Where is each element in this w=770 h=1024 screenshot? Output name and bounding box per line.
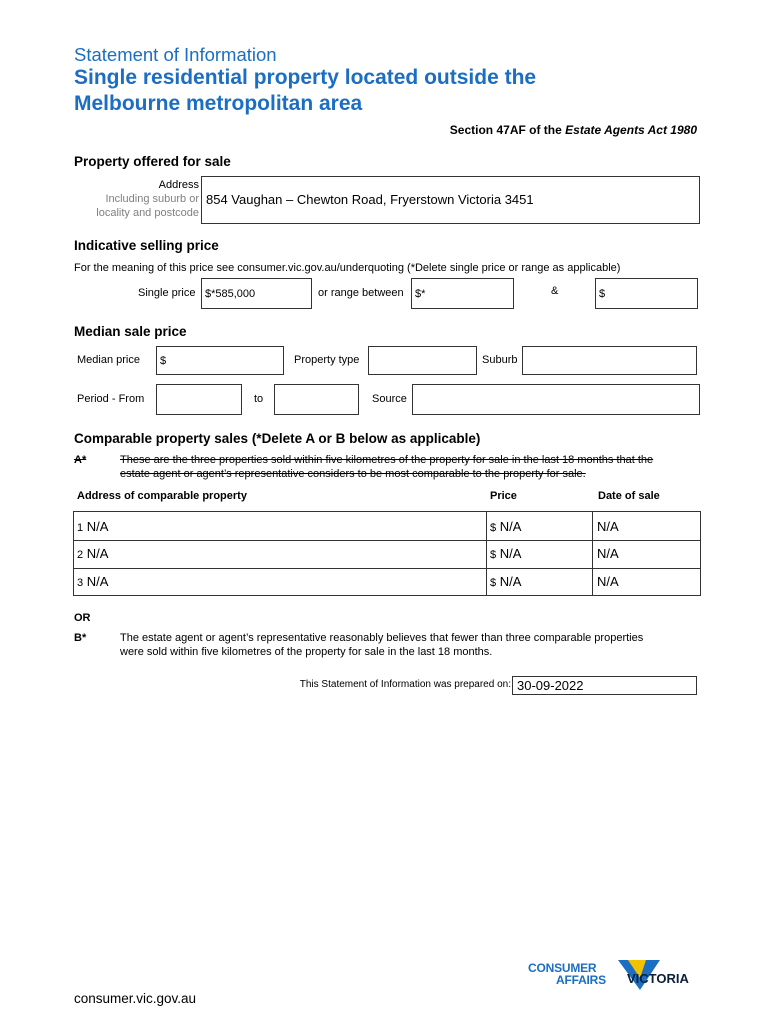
indicative-note: For the meaning of this price see consumer.vic.gov.au/underquoting (*Delete single price or range as applicable) [74,262,621,274]
single-price-label: Single price [138,287,196,299]
range-ampersand: & [551,285,559,297]
section-reference-act: Estate Agents Act 1980 [565,123,697,137]
suburb-label: Suburb [482,354,518,366]
address-value: 854 Vaughan – Chewton Road, Fryerstown Victoria 3451 [206,192,534,207]
range-from-field[interactable] [411,278,514,309]
comparable-table [73,511,701,596]
logo-line1: CONSUMER [528,961,597,975]
row-date[interactable]: N/A [597,519,619,534]
logo-line2: AFFAIRS [556,973,606,987]
period-to-label: to [254,393,264,405]
table-row [74,540,700,568]
section-reference-prefix: Section 47AF of the [449,123,566,137]
col-address-header: Address of comparable property [77,490,247,502]
range-from-value: $* [415,288,426,300]
row-address[interactable]: 1 N/A [77,519,109,534]
period-from-field[interactable] [156,384,242,415]
period-from-label: Period - From [77,393,145,405]
single-price-field[interactable] [201,278,312,309]
section-reference [450,123,697,137]
property-type-label: Property type [294,354,360,366]
document-title-line1: Single residential property located outside the [74,66,537,89]
range-to-field[interactable] [595,278,698,309]
suburb-field[interactable] [522,346,697,375]
range-to-value: $ [599,288,606,300]
option-a-text-1: These are the three properties sold within five kilometres of the property for sale in the last 18 months that the [120,454,654,466]
address-label: Address [158,179,199,191]
prepared-label: This Statement of Information was prepared on: [299,679,511,690]
property-heading: Property offered for sale [74,154,231,169]
address-field[interactable] [201,176,700,224]
row-price[interactable]: $ N/A [490,546,522,561]
prepared-date-field[interactable] [512,676,697,695]
property-type-field[interactable] [368,346,477,375]
prepared-date-value: 30-09-2022 [517,678,584,693]
median-price-field[interactable] [156,346,284,375]
single-price-value: $*585,000 [205,288,256,300]
range-label: or range between [318,287,404,299]
address-hint-2: locality and postcode [96,207,199,219]
document-subtitle: Statement of Information [74,44,277,65]
table-row [74,512,700,540]
footer-url[interactable]: consumer.vic.gov.au [74,991,197,1006]
source-label: Source [372,393,407,405]
row-address[interactable]: 3 N/A [77,574,109,589]
comparable-heading: Comparable property sales (*Delete A or B below as applicable) [74,431,481,446]
indicative-heading: Indicative selling price [74,238,219,253]
col-price-header: Price [490,490,517,502]
row-date[interactable]: N/A [597,546,619,561]
option-b-text-1: The estate agent or agent’s representative reasonably believes that fewer than three comparable properties [120,632,644,644]
option-b-text-2: were sold within five kilometres of the property for sale in the last 18 months. [120,646,493,658]
option-a-text-2: estate agent or agent’s representative considers to be most comparable to the property for sale. [120,468,586,480]
consumer-affairs-victoria-logo [526,958,706,992]
logo-word: VICTORIA [627,971,689,986]
row-price[interactable]: $ N/A [490,574,522,589]
period-to-field[interactable] [274,384,359,415]
address-hint-1: Including suburb or [105,193,199,205]
source-field[interactable] [412,384,700,415]
median-price-label: Median price [77,354,140,366]
col-date-header: Date of sale [598,490,660,502]
median-price-value: $ [160,355,167,367]
row-price[interactable]: $ N/A [490,519,522,534]
row-address[interactable]: 2 N/A [77,546,109,561]
document-title-line2: Melbourne metropolitan area [74,92,363,115]
or-label: OR [74,612,91,624]
row-date[interactable]: N/A [597,574,619,589]
option-a-label: A* [74,454,87,466]
option-b-label: B* [74,632,87,644]
median-heading: Median sale price [74,324,187,339]
table-row [74,568,700,595]
